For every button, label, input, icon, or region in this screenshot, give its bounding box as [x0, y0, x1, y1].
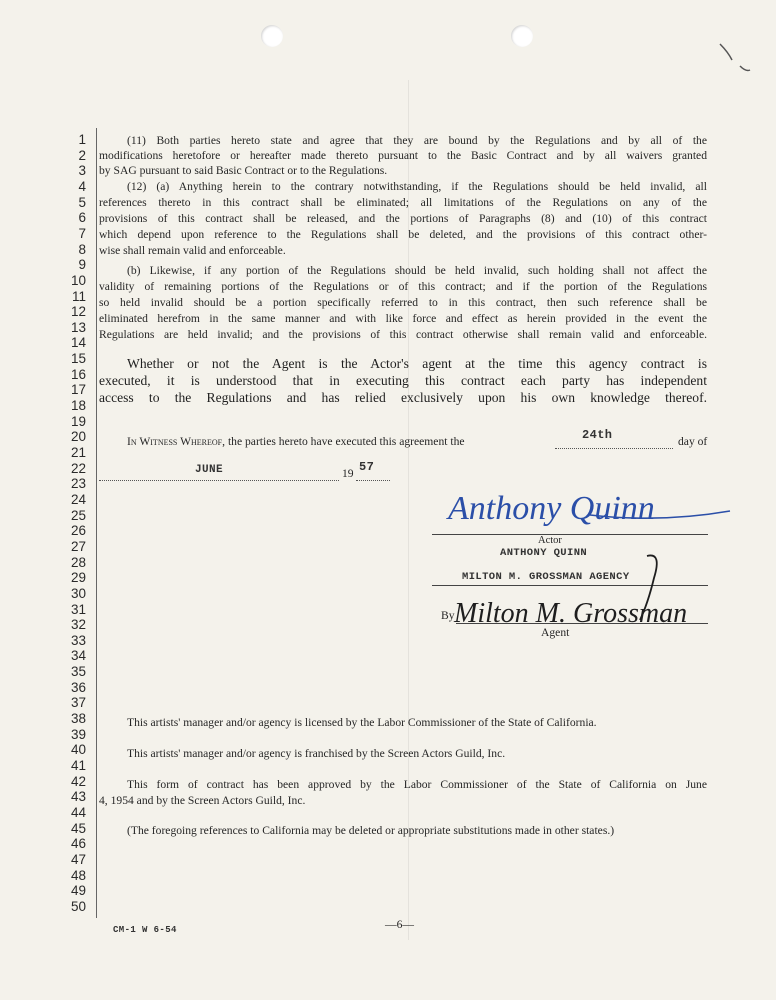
- actor-typed-name: ANTHONY QUINN: [500, 547, 588, 559]
- line-number: 47: [70, 851, 86, 867]
- line-number: 32: [70, 617, 86, 633]
- line-number: 15: [70, 351, 86, 367]
- line-number: 19: [70, 413, 86, 429]
- line-number: 11: [71, 288, 86, 304]
- day-field-line: [555, 448, 673, 449]
- line-number: 18: [70, 398, 86, 414]
- line-number: 41: [70, 758, 86, 773]
- clause-12a-line-2: references thereto in this contract shall be eliminated; all limitations of the Regulations on any of the: [99, 196, 707, 209]
- line-number: 8: [78, 241, 86, 257]
- actor-signature[interactable]: [440, 483, 740, 533]
- line-number: 4: [78, 178, 86, 194]
- agency-typed-name: MILTON M. GROSSMAN AGENCY: [462, 571, 630, 583]
- line-number: 40: [70, 742, 86, 758]
- licensed-statement: This artists' manager and/or agency is licensed by the Labor Commissioner of the State of California.: [127, 716, 597, 729]
- line-number: 36: [70, 679, 86, 695]
- line-number: 30: [70, 585, 86, 601]
- line-number: 27: [70, 538, 86, 554]
- agent-signature-line: [456, 623, 708, 624]
- line-number: 20: [70, 429, 86, 445]
- month-field-value[interactable]: JUNE: [195, 464, 224, 476]
- agent-signature[interactable]: [452, 548, 712, 628]
- line-number: 48: [70, 867, 86, 883]
- corner-mark-icon: [718, 40, 758, 80]
- day-field-value[interactable]: 24th: [582, 428, 613, 442]
- page-number: —6—: [385, 918, 414, 931]
- year-prefix: 19: [342, 467, 354, 480]
- margin-rule: [96, 128, 97, 918]
- witness-middle: the parties hereto have executed this agreement the: [227, 435, 465, 448]
- line-number: 39: [70, 726, 86, 742]
- line-number: 46: [70, 836, 86, 852]
- actor-signature-text: Anthony Quinn: [448, 490, 655, 527]
- approved-statement-line-1: This form of contract has been approved by the Labor Commissioner of the State of California on June: [127, 778, 707, 791]
- actor-label: Actor: [538, 535, 562, 546]
- clause-12a-line-4: which depend upon reference to the Regulations shall be deleted, and the provisions of this contract other-: [99, 228, 707, 241]
- clause-12a-line-5: wise shall remain valid and enforceable.: [99, 244, 286, 257]
- witness-line: [127, 434, 465, 449]
- form-code: CM-1 W 6-54: [113, 925, 177, 935]
- line-number: 23: [70, 476, 86, 492]
- line-number: 25: [70, 507, 86, 523]
- agent-signature-text: Milton M. Grossman: [454, 598, 688, 629]
- agent-paragraph-line-3: access to the Regulations and has relied exclusively upon his own knowledge thereof.: [99, 390, 707, 405]
- witness-prefix: In Witness Whereof,: [127, 435, 226, 448]
- clause-12b-line-1: (b) Likewise, if any portion of the Regulations should be held invalid, such holding shall not affect the: [127, 264, 707, 277]
- line-number: 9: [78, 257, 86, 273]
- clause-12a-line-3: provisions of this contract shall be released, and the portions of Paragraphs (8) and (10) of this contract: [99, 212, 707, 225]
- actor-signature-line: [432, 534, 708, 535]
- year-field-line: [356, 480, 390, 481]
- line-number: 16: [70, 366, 86, 382]
- franchised-statement: This artists' manager and/or agency is franchised by the Screen Actors Guild, Inc.: [127, 747, 506, 760]
- line-number: 1: [78, 132, 86, 147]
- month-field-line: [99, 480, 339, 481]
- line-number: 33: [70, 632, 86, 648]
- agent-paragraph-line-2: executed, it is understood that in executing this contract each party has independent: [99, 373, 707, 388]
- line-number: 22: [70, 460, 86, 476]
- clause-11-line-1: (11) Both parties hereto state and agree that they are bound by the Regulations and by all of the: [127, 134, 707, 147]
- line-number: 34: [70, 648, 86, 664]
- year-field-value[interactable]: 57: [359, 460, 375, 474]
- line-number: 5: [78, 194, 86, 210]
- line-number: 37: [70, 695, 86, 711]
- punch-hole-right: [511, 25, 533, 47]
- line-number: 43: [70, 789, 86, 805]
- line-number: 2: [78, 147, 86, 163]
- line-number: 7: [78, 225, 86, 241]
- line-number: 17: [70, 382, 86, 398]
- line-number: 13: [70, 319, 86, 335]
- punch-hole-left: [261, 25, 283, 47]
- line-number: 28: [70, 554, 86, 570]
- line-number: 26: [70, 523, 86, 539]
- clause-12a-line-1: (12) (a) Anything herein to the contrary notwithstanding, if the Regulations should be held invalid, all: [127, 180, 707, 193]
- line-number: 49: [70, 883, 86, 899]
- agent-paragraph-line-1: Whether or not the Agent is the Actor's agent at the time this agency contract is: [127, 356, 707, 371]
- line-number: 14: [70, 335, 86, 351]
- clause-12b-line-4: eliminated herefrom in the same manner and with like force and effect as herein provided in the event the: [99, 312, 707, 325]
- line-number: 45: [70, 820, 86, 836]
- line-number: 31: [70, 601, 86, 617]
- line-number: 50: [70, 898, 86, 914]
- clause-12b-line-3: so held invalid should be a portion specifically referred to in this contract, then such reference shall be: [99, 296, 707, 309]
- line-number: 24: [70, 491, 86, 507]
- line-number: 35: [70, 664, 86, 680]
- clause-12b-line-2: validity of remaining portions of the Regulations or of this contract; and if the portion of the Regulations: [99, 280, 707, 293]
- clause-11-line-2: modifications heretofore or hereafter made thereto pursuant to the Basic Contract and by all waivers granted: [99, 149, 707, 162]
- day-of-label: day of: [678, 435, 708, 448]
- line-number: 42: [70, 773, 86, 789]
- approved-statement-line-2: 4, 1954 and by the Screen Actors Guild, Inc.: [99, 794, 306, 807]
- clause-11-line-3: by SAG pursuant to said Basic Contract or to the Regulations.: [99, 164, 388, 177]
- line-number: 29: [70, 570, 86, 586]
- line-number: 38: [70, 711, 86, 727]
- line-number: 6: [78, 210, 86, 226]
- line-number: 12: [70, 304, 86, 320]
- clause-12b-line-5: Regulations are held invalid; and the provisions of this contract otherwise shall remain valid and enforceable.: [99, 328, 707, 341]
- references-statement: (The foregoing references to California may be deleted or appropriate substitutions made in other states.): [127, 824, 615, 837]
- by-label: By: [441, 609, 455, 622]
- line-number: 10: [70, 272, 86, 288]
- line-number: 3: [78, 163, 86, 179]
- line-number: 21: [70, 445, 86, 460]
- line-number: 44: [70, 804, 86, 820]
- agent-label: Agent: [541, 626, 570, 639]
